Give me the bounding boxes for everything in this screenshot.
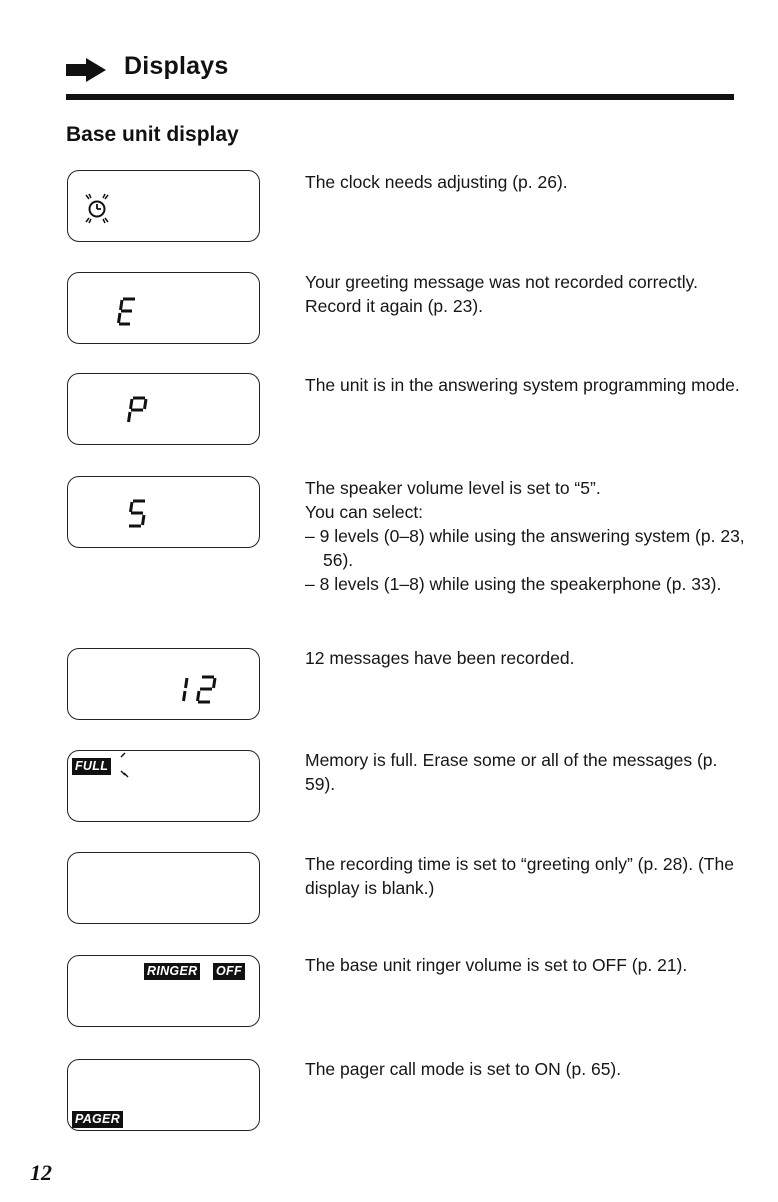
page-header [66,52,734,102]
lcd-display-full [67,750,260,822]
lcd-display-p [67,373,260,445]
lcd-display-blank [67,852,260,924]
lcd-display-pager [67,1059,260,1131]
seven-segment-5 [123,497,153,533]
description-speaker-volume: The speaker volume level is set to “5”. You can select: – 9 levels (0–8) while using the answering system (p. 23, 56). – 8 levels (1–8) while using the speakerphone (p. 33). [305,478,745,594]
description-memory-full: Memory is full. Erase some or all of the messages (p. 59). [305,750,718,794]
description-greeting-error: Your greeting message was not recorded correctly. Record it again (p. 23). [305,272,698,316]
lcd-display-e [67,272,260,344]
lcd-display-ringer-off [67,955,260,1027]
description-clock: The clock needs adjusting (p. 26). [305,172,568,192]
right-arrow-icon [66,58,106,82]
flash-marks-icon [118,751,132,779]
lcd-display-clock [67,170,260,242]
description-greeting-only: The recording time is set to “greeting only” (p. 28). (The display is blank.) [305,854,734,898]
pager-indicator: PAGER [72,1111,123,1128]
description-programming-mode: The unit is in the answering system programming mode. [305,375,740,395]
seven-segment-12 [172,673,228,709]
description-ringer-off: The base unit ringer volume is set to OFF (p. 21). [305,955,688,975]
header-rule [66,94,734,100]
lcd-display-5 [67,476,260,548]
full-indicator: FULL [72,758,111,775]
seven-segment-p [123,394,153,430]
description-pager-mode: The pager call mode is set to ON (p. 65). [305,1059,622,1079]
clock-icon [78,189,118,227]
off-indicator: OFF [213,963,245,980]
description-messages-recorded: 12 messages have been recorded. [305,648,575,668]
section-title: Base unit display [66,123,239,146]
seven-segment-e [114,295,144,329]
page-title: Displays [124,52,229,80]
lcd-display-12 [67,648,260,720]
page-number: 12 [30,1160,52,1185]
ringer-indicator: RINGER [144,963,200,980]
